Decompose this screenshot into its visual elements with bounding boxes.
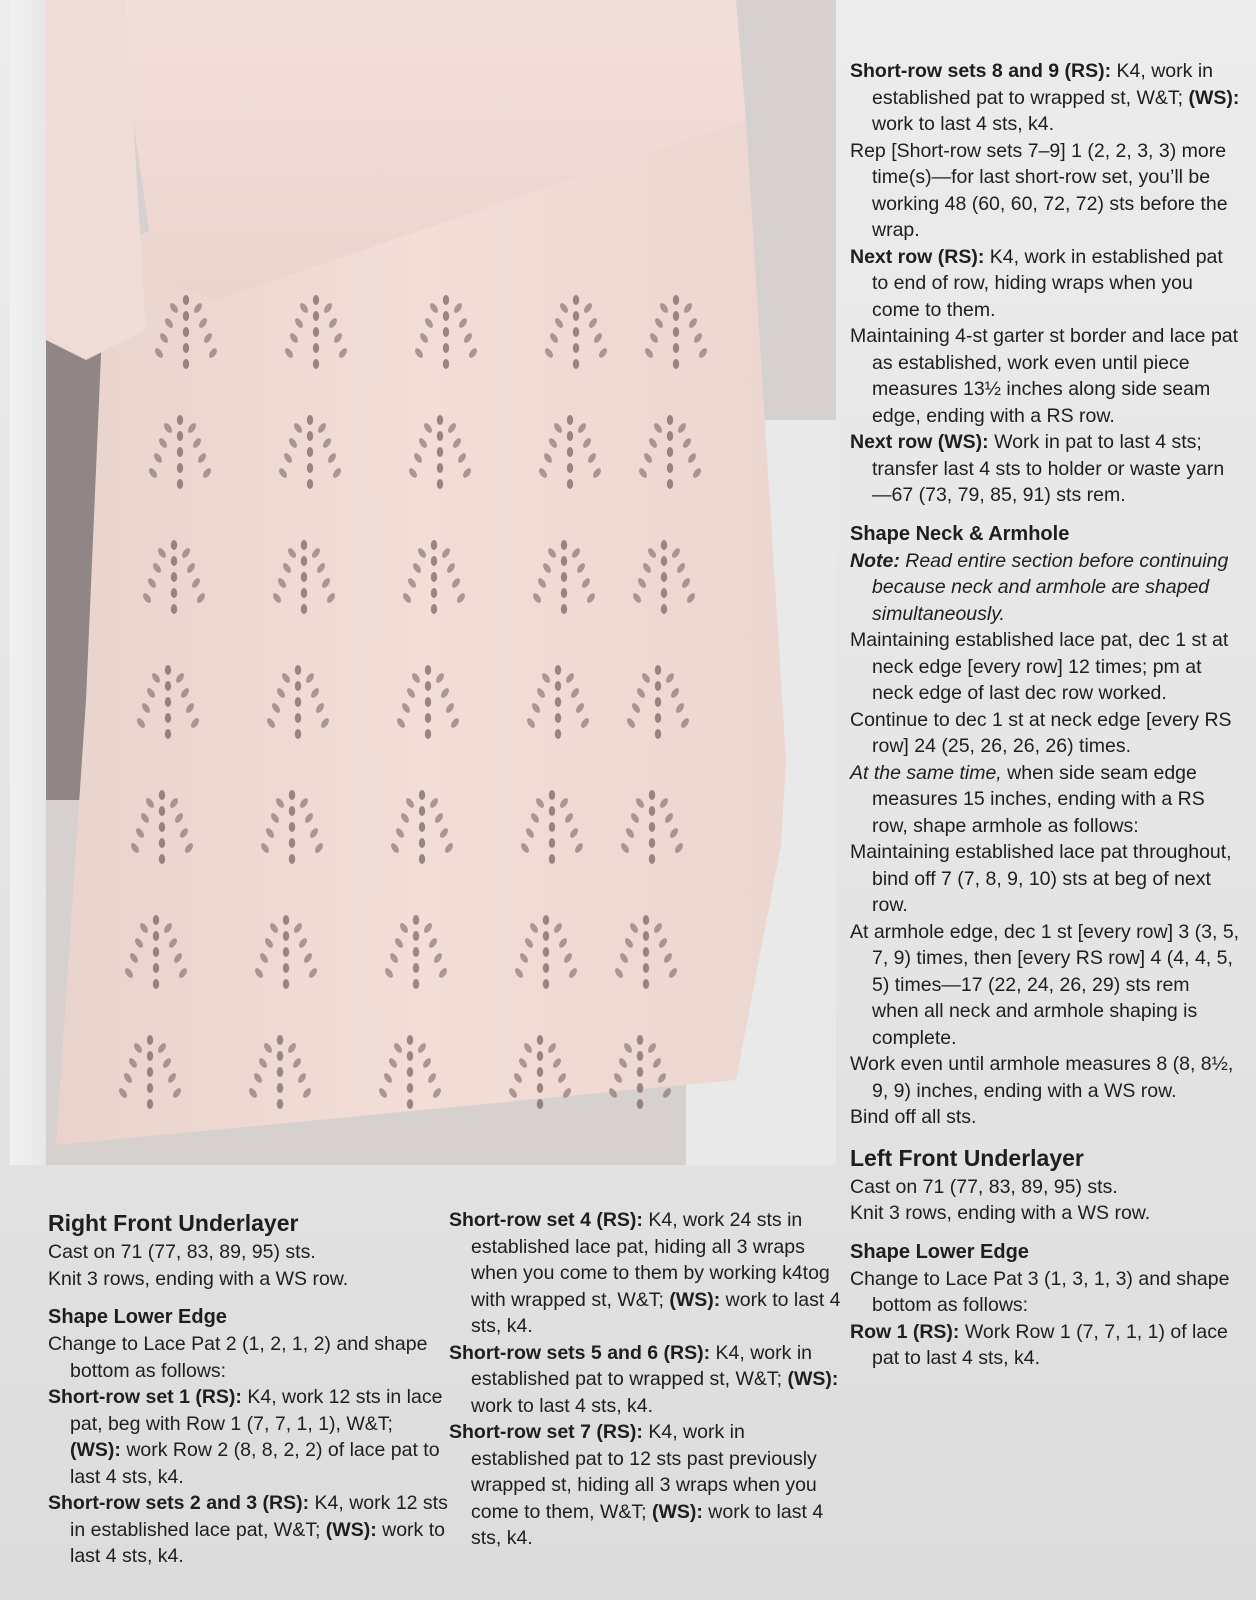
eyelet xyxy=(313,327,319,337)
change-lace-pat: Change to Lace Pat 2 (1, 2, 1, 2) and shape bottom as follows: xyxy=(48,1333,428,1382)
eyelet xyxy=(277,1099,283,1109)
eyelet xyxy=(643,979,649,989)
garter-border-instruction: Maintaining 4-st garter st border and lace pat as established, work even until piece measures 13½ inches along side seam edge, ending with a RS row. xyxy=(850,325,1239,427)
left-text-column xyxy=(48,1208,448,1570)
eyelet xyxy=(177,479,183,489)
eyelet xyxy=(289,790,295,800)
note: Note: Read entire section before continuing because neck and armhole are shaped simultaneously. xyxy=(850,549,1229,625)
eyelet xyxy=(661,604,667,614)
eyelet xyxy=(437,463,443,473)
eyelet xyxy=(567,479,573,489)
eyelet xyxy=(425,713,431,723)
eyelet xyxy=(153,947,159,957)
cast-on: Cast on 71 (77, 83, 89, 95) sts. xyxy=(48,1241,316,1263)
armhole-dec-instruction: At armhole edge, dec 1 st [every row] 3 (3, 5, 7, 9) times, then [every RS row] 4 (4, 4, 5, 5) times—17 (22, 24, 26, 29) sts rem when all neck and armhole shaping is complete. xyxy=(850,920,1240,1049)
eyelet xyxy=(555,681,561,691)
eyelet xyxy=(637,1051,643,1061)
eyelet xyxy=(307,463,313,473)
eyelet xyxy=(147,1035,153,1045)
eyelet xyxy=(171,540,177,550)
eyelet xyxy=(295,713,301,723)
eyelet xyxy=(301,572,307,582)
next-row-rs: Next row (RS): K4, work in established pat to end of row, hiding wraps when you come to them. xyxy=(850,245,1223,321)
eyelet xyxy=(419,854,425,864)
eyelet xyxy=(667,431,673,441)
eyelet xyxy=(153,931,159,941)
eyelet xyxy=(301,540,307,550)
cast-on: Cast on 71 (77, 83, 89, 95) sts. xyxy=(850,1175,1118,1198)
eyelet xyxy=(573,295,579,305)
eyelet xyxy=(543,915,549,925)
eyelet xyxy=(419,822,425,832)
shape-lower-edge-heading: Shape Lower Edge xyxy=(48,1306,227,1328)
eyelet xyxy=(537,1051,543,1061)
eyelet xyxy=(159,806,165,816)
eyelet xyxy=(425,665,431,675)
eyelet xyxy=(637,1067,643,1077)
eyelet xyxy=(637,1099,643,1109)
eyelet xyxy=(177,447,183,457)
repeat-instruction: Rep [Short-row sets 7–9] 1 (2, 2, 3, 3) more time(s)—for last short-row set, you’ll be working 48 (60, 60, 72, 72) sts before the wrap. xyxy=(850,139,1228,241)
eyelet xyxy=(289,854,295,864)
eyelet xyxy=(667,479,673,489)
knit-rows: Knit 3 rows, ending with a WS row. xyxy=(850,1202,1151,1224)
eyelet xyxy=(649,806,655,816)
eyelet xyxy=(667,415,673,425)
eyelet xyxy=(661,588,667,598)
eyelet xyxy=(413,979,419,989)
eyelet xyxy=(567,415,573,425)
eyelet xyxy=(313,311,319,321)
eyelet xyxy=(165,713,171,723)
eyelet xyxy=(549,822,555,832)
neck-dec-instruction: Maintaining established lace pat, dec 1 st at neck edge [every row] 12 times; pm at neck edge of last dec row worked. xyxy=(850,629,1229,704)
eyelet xyxy=(431,556,437,566)
eyelet xyxy=(437,479,443,489)
eyelet xyxy=(295,665,301,675)
short-row-set-7: Short-row set 7 (RS): K4, work in established pat to 12 sts past previously wrapped st, hiding all 3 wraps when you come to them, W&T; (WS): work to last 4 sts, k4. xyxy=(449,1421,824,1549)
eyelet xyxy=(431,588,437,598)
left-front-underlayer-heading: Left Front Underlayer xyxy=(850,1144,1084,1171)
eyelet xyxy=(289,838,295,848)
eyelet xyxy=(561,572,567,582)
eyelet xyxy=(543,963,549,973)
eyelet xyxy=(177,463,183,473)
eyelet xyxy=(431,540,437,550)
eyelet xyxy=(431,604,437,614)
eyelet xyxy=(667,447,673,457)
eyelet xyxy=(673,311,679,321)
eyelet xyxy=(183,295,189,305)
eyelet xyxy=(159,838,165,848)
eyelet xyxy=(555,697,561,707)
eyelet xyxy=(555,665,561,675)
eyelet xyxy=(649,822,655,832)
eyelet xyxy=(171,588,177,598)
eyelet xyxy=(413,931,419,941)
row-1-rs: Row 1 (RS): Work Row 1 (7, 7, 1, 1) of lace pat to last 4 sts, k4. xyxy=(850,1320,1228,1369)
knit-rows: Knit 3 rows, ending with a WS row. xyxy=(48,1267,349,1290)
eyelet xyxy=(667,463,673,473)
eyelet xyxy=(673,343,679,353)
eyelet xyxy=(153,963,159,973)
eyelet xyxy=(573,343,579,353)
eyelet xyxy=(147,1051,153,1061)
eyelet xyxy=(283,915,289,925)
eyelet xyxy=(295,729,301,739)
eyelet xyxy=(431,572,437,582)
eyelet xyxy=(537,1099,543,1109)
eyelet xyxy=(295,697,301,707)
eyelet xyxy=(425,729,431,739)
eyelet xyxy=(307,447,313,457)
eyelet xyxy=(159,822,165,832)
eyelet xyxy=(419,838,425,848)
eyelet xyxy=(561,604,567,614)
eyelet xyxy=(655,665,661,675)
eyelet xyxy=(407,1067,413,1077)
eyelet xyxy=(655,697,661,707)
eyelet xyxy=(183,327,189,337)
eyelet xyxy=(567,447,573,457)
eyelet xyxy=(183,359,189,369)
eyelet xyxy=(537,1083,543,1093)
eyelet xyxy=(283,979,289,989)
eyelet xyxy=(165,665,171,675)
eyelet xyxy=(165,729,171,739)
eyelet xyxy=(413,947,419,957)
eyelet xyxy=(313,359,319,369)
eyelet xyxy=(277,1083,283,1093)
short-row-sets-5-6: Short-row sets 5 and 6 (RS): K4, work in established pat to wrapped st, W&T; (WS): work to last 4 sts, k4. xyxy=(449,1341,839,1417)
page-margin xyxy=(10,0,50,1165)
bind-off-all: Bind off all sts. xyxy=(850,1106,977,1128)
right-front-underlayer-heading: Right Front Underlayer xyxy=(48,1210,299,1236)
eyelet xyxy=(643,915,649,925)
eyelet xyxy=(567,431,573,441)
eyelet xyxy=(437,447,443,457)
lace-fabric-illustration xyxy=(46,0,836,1165)
eyelet xyxy=(147,1067,153,1077)
eyelet xyxy=(443,327,449,337)
continue-dec-instruction: Continue to dec 1 st at neck edge [every RS row] 24 (25, 26, 26, 26) times. xyxy=(850,708,1232,757)
eyelet xyxy=(171,604,177,614)
eyelet xyxy=(643,947,649,957)
eyelet xyxy=(443,295,449,305)
eyelet xyxy=(407,1083,413,1093)
eyelet xyxy=(549,838,555,848)
eyelet xyxy=(437,415,443,425)
eyelet xyxy=(307,431,313,441)
eyelet xyxy=(573,359,579,369)
eyelet xyxy=(289,822,295,832)
eyelet xyxy=(183,311,189,321)
eyelet xyxy=(277,1051,283,1061)
eyelet xyxy=(649,790,655,800)
eyelet xyxy=(437,431,443,441)
eyelet xyxy=(419,790,425,800)
eyelet xyxy=(561,540,567,550)
eyelet xyxy=(419,806,425,816)
eyelet xyxy=(643,931,649,941)
eyelet xyxy=(555,713,561,723)
eyelet xyxy=(537,1035,543,1045)
eyelet xyxy=(153,915,159,925)
eyelet xyxy=(301,604,307,614)
eyelet xyxy=(561,556,567,566)
eyelet xyxy=(177,431,183,441)
eyelet xyxy=(649,838,655,848)
eyelet xyxy=(661,572,667,582)
short-row-set-1: Short-row set 1 (RS): K4, work 12 sts in lace pat, beg with Row 1 (7, 7, 1, 1), W&T; (WS): work Row 2 (8, 8, 2, 2) of lace pat to last 4 sts, k4. xyxy=(48,1386,443,1488)
short-row-sets-2-3: Short-row sets 2 and 3 (RS): K4, work 12 sts in established lace pat, W&T; (WS): work to last 4 sts, k4. xyxy=(48,1492,448,1567)
eyelet xyxy=(655,681,661,691)
eyelet xyxy=(673,327,679,337)
eyelet xyxy=(307,479,313,489)
bind-off-armhole: Maintaining established lace pat throughout, bind off 7 (7, 8, 9, 10) sts at beg of next row. xyxy=(850,841,1232,916)
eyelet xyxy=(283,947,289,957)
lace-knit-photo xyxy=(46,0,836,1165)
eyelet xyxy=(171,556,177,566)
eyelet xyxy=(549,854,555,864)
eyelet xyxy=(655,729,661,739)
eyelet xyxy=(159,854,165,864)
eyelet xyxy=(283,963,289,973)
eyelet xyxy=(549,790,555,800)
eyelet xyxy=(543,947,549,957)
eyelet xyxy=(301,588,307,598)
right-text-column xyxy=(850,58,1240,1372)
eyelet xyxy=(153,979,159,989)
eyelet xyxy=(643,963,649,973)
eyelet xyxy=(313,343,319,353)
eyelet xyxy=(301,556,307,566)
eyelet xyxy=(289,806,295,816)
eyelet xyxy=(425,697,431,707)
eyelet xyxy=(177,415,183,425)
eyelet xyxy=(573,327,579,337)
eyelet xyxy=(543,931,549,941)
eyelet xyxy=(425,681,431,691)
eyelet xyxy=(159,790,165,800)
eyelet xyxy=(277,1067,283,1077)
short-row-sets-8-9: Short-row sets 8 and 9 (RS): K4, work in established pat to wrapped st, W&T; (WS): work to last 4 sts, k4. xyxy=(850,60,1240,135)
eyelet xyxy=(147,1099,153,1109)
eyelet xyxy=(649,854,655,864)
eyelet xyxy=(543,979,549,989)
eyelet xyxy=(313,295,319,305)
eyelet xyxy=(171,572,177,582)
eyelet xyxy=(165,697,171,707)
eyelet xyxy=(673,359,679,369)
eyelet xyxy=(443,359,449,369)
eyelet xyxy=(661,556,667,566)
eyelet xyxy=(443,311,449,321)
eyelet xyxy=(573,311,579,321)
eyelet xyxy=(555,729,561,739)
eyelet xyxy=(637,1035,643,1045)
eyelet xyxy=(413,915,419,925)
eyelet xyxy=(637,1083,643,1093)
shape-neck-armhole-heading: Shape Neck & Armhole xyxy=(850,522,1070,545)
eyelet xyxy=(147,1083,153,1093)
eyelet xyxy=(277,1035,283,1045)
change-lace-pat: Change to Lace Pat 3 (1, 3, 1, 3) and shape bottom as follows: xyxy=(850,1267,1230,1316)
eyelet xyxy=(567,463,573,473)
eyelet xyxy=(561,588,567,598)
eyelet xyxy=(655,713,661,723)
short-row-set-4: Short-row set 4 (RS): K4, work 24 sts in established lace pat, hiding all 3 wraps when you come to them by working k4tog with wrapped st, W&T; (WS): work to last 4 sts, k4. xyxy=(449,1209,841,1337)
next-row-ws: Next row (WS): Work in pat to last 4 sts; transfer last 4 sts to holder or waste yarn—67 (73, 79, 85, 91) sts rem. xyxy=(850,431,1225,506)
middle-text-column xyxy=(449,1207,844,1552)
eyelet xyxy=(407,1099,413,1109)
eyelet xyxy=(165,681,171,691)
eyelet xyxy=(407,1035,413,1045)
shape-lower-edge-heading: Shape Lower Edge xyxy=(850,1240,1029,1263)
eyelet xyxy=(549,806,555,816)
eyelet xyxy=(295,681,301,691)
work-even-instruction: Work even until armhole measures 8 (8, 8½, 9, 9) inches, ending with a WS row. xyxy=(850,1053,1234,1102)
eyelet xyxy=(537,1067,543,1077)
eyelet xyxy=(661,540,667,550)
eyelet xyxy=(283,931,289,941)
eyelet xyxy=(183,343,189,353)
eyelet xyxy=(673,295,679,305)
eyelet xyxy=(413,963,419,973)
at-same-time-instruction: At the same time, when side seam edge measures 15 inches, ending with a RS row, shape armhole as follows: xyxy=(850,761,1205,837)
eyelet xyxy=(407,1051,413,1061)
eyelet xyxy=(307,415,313,425)
eyelet xyxy=(443,343,449,353)
